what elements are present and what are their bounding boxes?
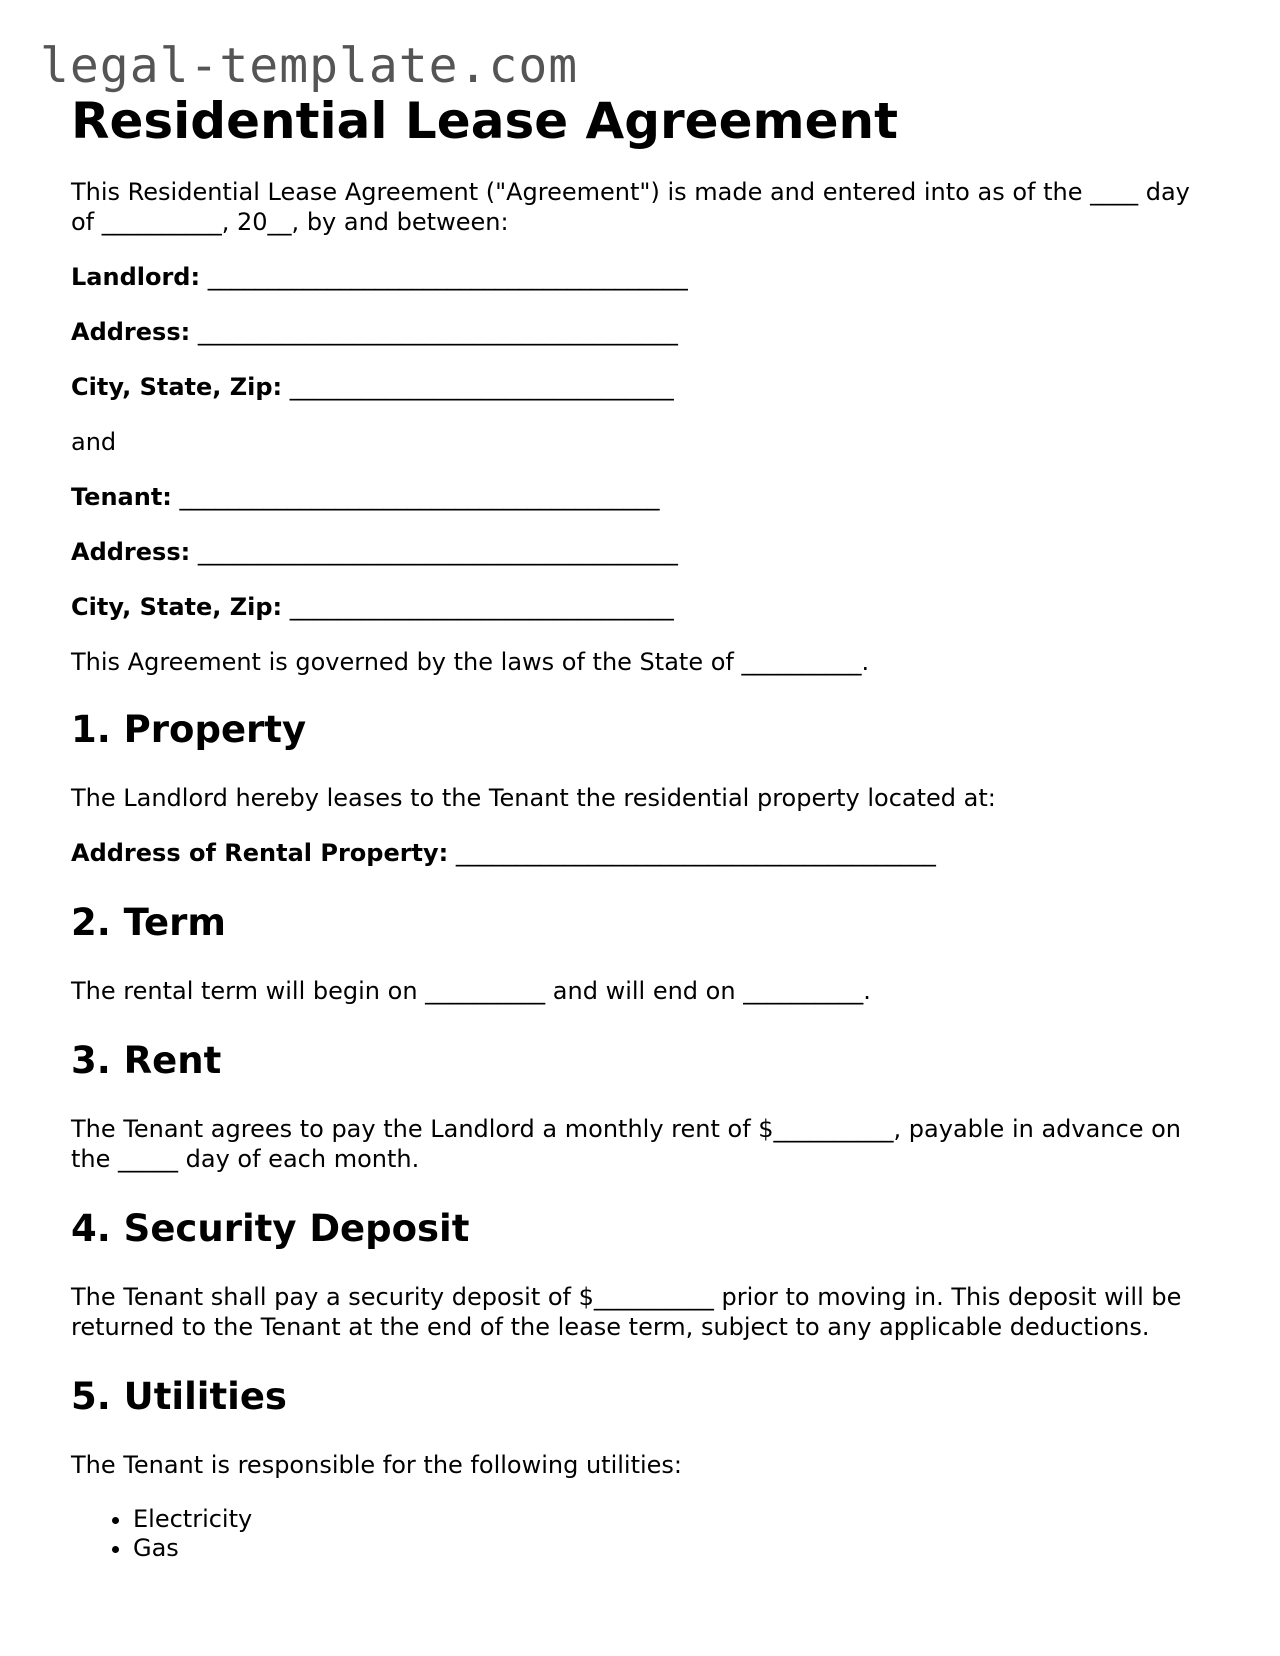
tenant-name-label: Tenant: <box>71 483 172 511</box>
utilities-list <box>71 1505 1211 1563</box>
section-utilities-text: The Tenant is responsible for the following utilities: <box>71 1451 683 1479</box>
landlord-name-field <box>71 262 1211 292</box>
tenant-name-blank: ________________________________________ <box>179 483 660 511</box>
section-term-text: The rental term will begin on __________ and will end on __________. <box>71 977 871 1005</box>
section-deposit-text: The Tenant shall pay a security deposit of $__________ prior to moving in. This deposit will be returned to the Tenant at the end of the lease term, subject to any applicable deductions. <box>71 1283 1182 1341</box>
list-item: • Electricity <box>133 1505 1211 1534</box>
document-title: Residential Lease Agreement <box>71 92 899 150</box>
governing-law-paragraph: This Agreement is governed by the laws of the State of __________. <box>71 648 870 676</box>
rental-address-field <box>71 838 1211 868</box>
section-property-heading: 1. Property <box>71 708 307 751</box>
section-deposit-heading: 4. Security Deposit <box>71 1207 470 1250</box>
landlord-csz-label: City, State, Zip: <box>71 373 283 401</box>
tenant-address-field <box>71 537 1211 567</box>
list-item: • Gas <box>133 1534 1211 1563</box>
tenant-address-label: Address: <box>71 538 191 566</box>
landlord-address-blank: ________________________________________ <box>197 318 678 346</box>
tenant-csz-blank: ________________________________ <box>289 593 674 621</box>
section-utilities-heading: 5. Utilities <box>71 1375 287 1418</box>
rental-address-blank: ________________________________________ <box>455 839 936 867</box>
intro-paragraph: This Residential Lease Agreement ("Agreement") is made and entered into as of the ____ day of __________, 20__, by and between: <box>71 178 1190 236</box>
landlord-address-label: Address: <box>71 318 191 346</box>
landlord-name-label: Landlord: <box>71 263 201 291</box>
watermark: legal-template.com <box>40 38 579 94</box>
section-property-text: The Landlord hereby leases to the Tenant the residential property located at: <box>71 784 996 812</box>
landlord-name-blank: ________________________________________ <box>207 263 688 291</box>
tenant-csz-field <box>71 592 1211 622</box>
section-rent-text: The Tenant agrees to pay the Landlord a monthly rent of $__________, payable in advance on the _____ day of each month. <box>71 1115 1181 1173</box>
section-rent-heading: 3. Rent <box>71 1039 222 1082</box>
and-text: and <box>71 428 117 456</box>
landlord-csz-field <box>71 372 1211 402</box>
document-page <box>71 88 1211 1563</box>
landlord-address-field <box>71 317 1211 347</box>
section-term-heading: 2. Term <box>71 901 226 944</box>
landlord-csz-blank: ________________________________ <box>289 373 674 401</box>
tenant-csz-label: City, State, Zip: <box>71 593 283 621</box>
rental-address-label: Address of Rental Property: <box>71 839 449 867</box>
tenant-name-field <box>71 482 1211 512</box>
tenant-address-blank: ________________________________________ <box>197 538 678 566</box>
